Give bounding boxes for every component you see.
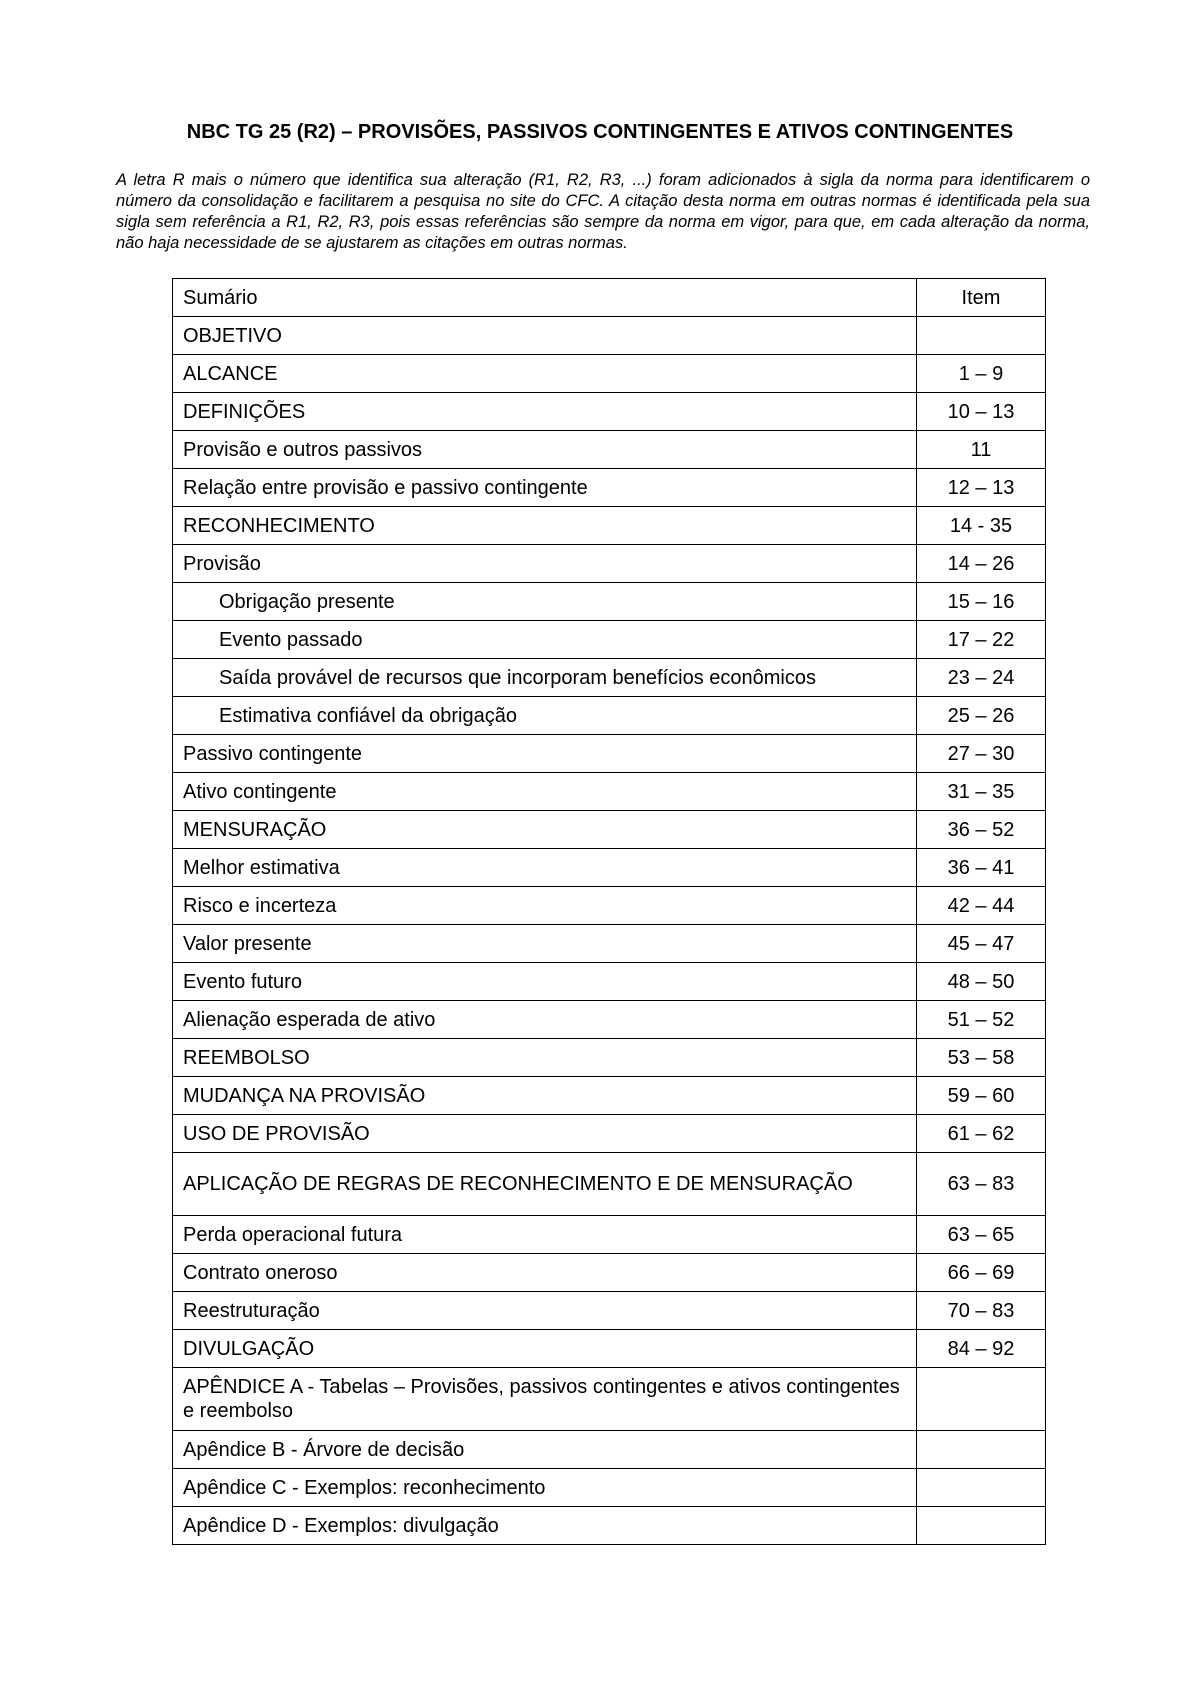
toc-label: APLICAÇÃO DE REGRAS DE RECONHECIMENTO E DE MENSURAÇÃO (173, 1153, 917, 1216)
toc-label: Perda operacional futura (173, 1216, 917, 1254)
toc-label: Alienação esperada de ativo (173, 1001, 917, 1039)
toc-label: USO DE PROVISÃO (173, 1115, 917, 1153)
toc-item: 10 – 13 (917, 393, 1046, 431)
table-row (173, 1216, 1046, 1254)
toc-label: DIVULGAÇÃO (173, 1330, 917, 1368)
toc-item: 45 – 47 (917, 925, 1046, 963)
toc-label: Relação entre provisão e passivo contingente (173, 469, 917, 507)
toc-item: 66 – 69 (917, 1254, 1046, 1292)
table-row (173, 355, 1046, 393)
table-row (173, 545, 1046, 583)
toc-item: 42 – 44 (917, 887, 1046, 925)
table-row (173, 1077, 1046, 1115)
toc-item (917, 1469, 1046, 1507)
toc-item: 48 – 50 (917, 963, 1046, 1001)
table-row (173, 773, 1046, 811)
toc-item: 63 – 65 (917, 1216, 1046, 1254)
table-row (173, 469, 1046, 507)
table-row (173, 621, 1046, 659)
toc-item: 36 – 41 (917, 849, 1046, 887)
toc-label: Apêndice D - Exemplos: divulgação (173, 1507, 917, 1545)
toc-label: Provisão (173, 545, 917, 583)
toc-item: 25 – 26 (917, 697, 1046, 735)
toc-label: Saída provável de recursos que incorporam benefícios econômicos (173, 659, 917, 697)
intro-paragraph: A letra R mais o número que identifica sua alteração (R1, R2, R3, ...) foram adicionados à sigla da norma para identificarem o número da consolidação e facilitarem a pesquisa no site do CFC. A citação desta norma em outras normas é identificada pela sua sigla sem referência a R1, R2, R3, pois essas referências são sempre da norma em vigor, para que, em cada alteração da norma, não haja necessidade de se ajustarem as citações em outras normas. (116, 171, 1090, 252)
toc-item: 63 – 83 (917, 1153, 1046, 1216)
table-row (173, 1292, 1046, 1330)
toc-label: Apêndice B - Árvore de decisão (173, 1431, 917, 1469)
toc-label: Contrato oneroso (173, 1254, 917, 1292)
table-row (173, 1115, 1046, 1153)
table-row (173, 1001, 1046, 1039)
table-row (173, 1153, 1046, 1216)
table-row (173, 1039, 1046, 1077)
toc-item: 61 – 62 (917, 1115, 1046, 1153)
table-row (173, 1368, 1046, 1431)
table-row (173, 925, 1046, 963)
table-row (173, 735, 1046, 773)
toc-item: 15 – 16 (917, 583, 1046, 621)
toc-label: Valor presente (173, 925, 917, 963)
toc-item: 12 – 13 (917, 469, 1046, 507)
table-row (173, 393, 1046, 431)
table-of-contents (172, 278, 1046, 1545)
toc-item: 11 (917, 431, 1046, 469)
table-row (173, 963, 1046, 1001)
table-row (173, 431, 1046, 469)
toc-header-row (173, 279, 1046, 317)
table-row (173, 317, 1046, 355)
table-row (173, 1254, 1046, 1292)
toc-label: RECONHECIMENTO (173, 507, 917, 545)
toc-item: 84 – 92 (917, 1330, 1046, 1368)
toc-label: Evento passado (173, 621, 917, 659)
table-row (173, 583, 1046, 621)
toc-label: DEFINIÇÕES (173, 393, 917, 431)
toc-label: MENSURAÇÃO (173, 811, 917, 849)
toc-item: 59 – 60 (917, 1077, 1046, 1115)
table-row (173, 697, 1046, 735)
toc-header-item: Item (917, 279, 1046, 317)
toc-label: Melhor estimativa (173, 849, 917, 887)
toc-item: 51 – 52 (917, 1001, 1046, 1039)
toc-label: Estimativa confiável da obrigação (173, 697, 917, 735)
toc-item: 31 – 35 (917, 773, 1046, 811)
toc-label: Provisão e outros passivos (173, 431, 917, 469)
toc-label: Reestruturação (173, 1292, 917, 1330)
toc-item (917, 317, 1046, 355)
toc-item (917, 1368, 1046, 1431)
toc-item: 14 – 26 (917, 545, 1046, 583)
table-row (173, 507, 1046, 545)
toc-item: 70 – 83 (917, 1292, 1046, 1330)
toc-label: Passivo contingente (173, 735, 917, 773)
toc-header-label: Sumário (173, 279, 917, 317)
toc-label: ALCANCE (173, 355, 917, 393)
toc-label: Evento futuro (173, 963, 917, 1001)
table-row (173, 1431, 1046, 1469)
toc-item (917, 1431, 1046, 1469)
document-title: NBC TG 25 (R2) – PROVISÕES, PASSIVOS CONTINGENTES E ATIVOS CONTINGENTES (186, 121, 1014, 143)
toc-label: OBJETIVO (173, 317, 917, 355)
toc-label: Risco e incerteza (173, 887, 917, 925)
table-row (173, 887, 1046, 925)
toc-label: Obrigação presente (173, 583, 917, 621)
toc-item (917, 1507, 1046, 1545)
table-row (173, 1330, 1046, 1368)
toc-item: 14 - 35 (917, 507, 1046, 545)
toc-item: 23 – 24 (917, 659, 1046, 697)
toc-item: 17 – 22 (917, 621, 1046, 659)
toc-label: Ativo contingente (173, 773, 917, 811)
table-row (173, 849, 1046, 887)
toc-label: APÊNDICE A - Tabelas – Provisões, passivos contingentes e ativos contingentes e reembolso (173, 1368, 917, 1431)
toc-label: MUDANÇA NA PROVISÃO (173, 1077, 917, 1115)
table-row (173, 659, 1046, 697)
toc-label: Apêndice C - Exemplos: reconhecimento (173, 1469, 917, 1507)
table-row (173, 1469, 1046, 1507)
table-row (173, 1507, 1046, 1545)
toc-item: 27 – 30 (917, 735, 1046, 773)
toc-item: 1 – 9 (917, 355, 1046, 393)
table-row (173, 811, 1046, 849)
toc-item: 53 – 58 (917, 1039, 1046, 1077)
toc-label: REEMBOLSO (173, 1039, 917, 1077)
toc-item: 36 – 52 (917, 811, 1046, 849)
